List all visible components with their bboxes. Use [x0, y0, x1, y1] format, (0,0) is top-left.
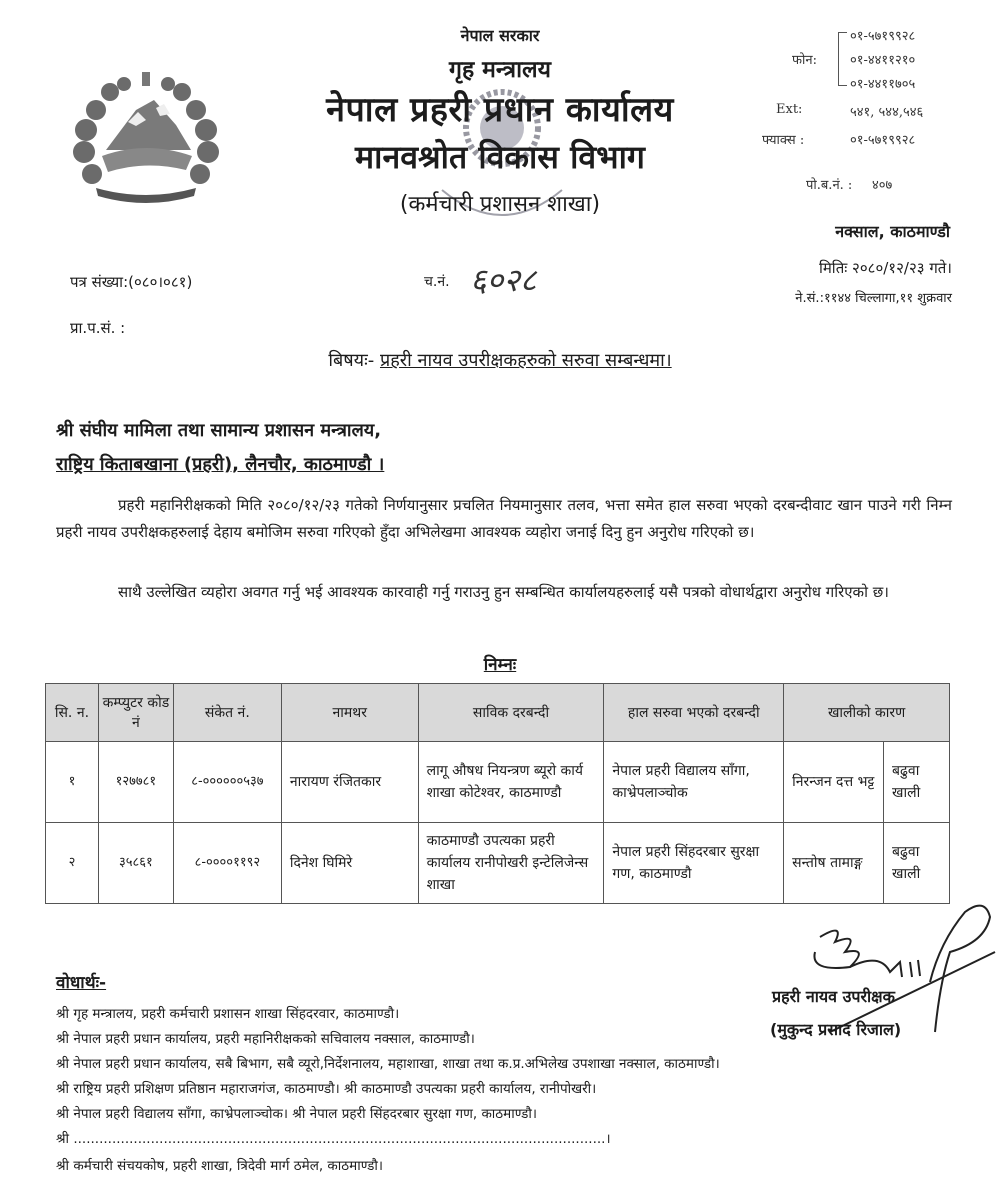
cc-line: श्री राष्ट्रिय प्रहरी प्रशिक्षण प्रतिष्ठान महाराजगंज, काठमाण्डौ। श्री काठमाण्डौ उपत्यका प्रहरी कार्यालय, रानीपोखरी।: [56, 1081, 597, 1097]
fax-value: ०१-५७१९९२८: [850, 133, 916, 148]
branch-name: (कर्मचारी प्रशासन शाखा): [399, 192, 601, 217]
subject-label: बिषयः-: [328, 350, 375, 371]
office-address: नक्साल, काठमाण्डौ: [835, 222, 950, 241]
cc-line: श्री नेपाल प्रहरी प्रधान कार्यालय, सबै बिभाग, सबै व्यूरो,निर्देशनालय, महाशाखा, शाखा तथा क.प्र.अभिलेख उपशाखा नक्साल, काठमाण्डौ।: [56, 1056, 720, 1072]
cell-name: नारायण रंजितकार: [281, 742, 418, 823]
table-header-row: [46, 684, 950, 742]
cell-computer-code: ३५८६१: [98, 823, 173, 904]
header-current-post: हाल सरुवा भएको दरबन्दी: [604, 684, 784, 742]
transfer-table: [45, 683, 950, 904]
cell-sn: १: [46, 742, 99, 823]
phone-3: ०१-४४११७०५: [850, 77, 916, 92]
cc-line: श्री गृह मन्त्रालय, प्रहरी कर्मचारी प्रशासन शाखा सिंहदरवार, काठमाण्डौ।: [56, 1006, 400, 1022]
header-sn: सि. न.: [46, 684, 99, 742]
cc-line: श्री नेपाल प्रहरी प्रधान कार्यालय, प्रहरी महानिरीक्षकको सचिवालय नक्साल, काठमाण्डौ।: [56, 1031, 475, 1047]
header-computer-code: कम्प्युटर कोड नं: [98, 684, 173, 742]
letter-number: पत्र संख्या:(०८०।०८१): [70, 273, 193, 291]
cc-title: वोधार्थः-: [56, 973, 107, 993]
cell-symbol-no: ८-००००००५३७: [173, 742, 281, 823]
cell-previous-post: लागू औषध नियन्त्रण ब्यूरो कार्य शाखा कोटेश्वर, काठमाण्डौ: [418, 742, 604, 823]
cc-line: श्री नेपाल प्रहरी विद्यालय साँगा, काभ्रेपलाञ्चोक। श्री नेपाल प्रहरी सिंहदरबार सुरक्षा गण, काठमाण्डौ।: [56, 1106, 537, 1122]
letter-date: मितिः २०८०/१२/२३ गते।: [818, 259, 952, 277]
body-paragraph-1: प्रहरी महानिरीक्षकको मिति २०८०/१२/२३ गतेको निर्णयानुसार प्रचलित नियमानुसार तलव, भत्ता समेत हाल सरुवा भएको दरबन्दीवाट खान पाउने गरी निम्न प्रहरी नायव उपरीक्षकहरुलाई देहाय बमोजिम सरुवा गरिएको हुँदा अभिलेखमा आवश्यक व्यहोरा जनाई दिनु हुन अनुरोध गरिएको छ।: [56, 496, 952, 541]
cell-vacated-by: निरन्जन दत्त भट्ट: [784, 742, 884, 823]
prapasa-label: प्रा.प.सं. :: [70, 319, 126, 337]
cell-current-post: नेपाल प्रहरी सिंहदरबार सुरक्षा गण, काठमाण्डौ: [604, 823, 784, 904]
fax-label: फ्याक्स :: [762, 133, 805, 148]
office-name: नेपाल प्रहरी प्रधान कार्यालय: [326, 90, 674, 130]
table-row: [46, 742, 950, 823]
table-title: निम्नः: [483, 655, 517, 675]
brace-divider: [838, 32, 847, 86]
addressee-line-2: राष्ट्रिय किताबखाना (प्रहरी), लैनचौर, काठमाण्डौ ।: [56, 454, 385, 475]
cell-previous-post: काठमाण्डौ उपत्यका प्रहरी कार्यालय रानीपोखरी इन्टेलिजेन्स शाखा: [418, 823, 604, 904]
signatory-name: (मुकुन्द प्रसाद रिजाल): [770, 1020, 902, 1039]
cell-sn: २: [46, 823, 99, 904]
cell-vacated-by: सन्तोष तामाङ्ग: [784, 823, 884, 904]
subject-line: [0, 348, 1000, 372]
dispatch-number-label: च.नं.: [424, 274, 450, 290]
header-symbol-no: संकेत नं.: [173, 684, 281, 742]
cc-line: श्री ............................................................................................................................।: [56, 1131, 611, 1147]
phone-1: ०१-५७१९९२८: [850, 29, 916, 44]
cell-computer-code: १२७७८१: [98, 742, 173, 823]
dispatch-number-value: ६०२८: [470, 261, 537, 299]
cell-current-post: नेपाल प्रहरी विद्यालय साँगा, काभ्रेपलाञ्चोक: [604, 742, 784, 823]
government-name: नेपाल सरकार: [460, 26, 540, 45]
cell-symbol-no: ८-००००११९२: [173, 823, 281, 904]
department-name: मानवश्रोत विकास विभाग: [355, 138, 645, 176]
ministry-name: गृह मन्त्रालय: [449, 57, 551, 83]
pobox-label: पो.ब.नं. :: [806, 178, 853, 193]
ext-value: ५४१, ५४४,५४६: [850, 105, 924, 120]
subject-text: प्रहरी नायव उपरीक्षकहरुको सरुवा सम्बन्धमा।: [379, 350, 672, 371]
nepal-sambat-date: ने.सं.:११४४ चिल्लागा,११ शुक्रवार: [795, 291, 952, 306]
header-name: नामथर: [281, 684, 418, 742]
cell-name: दिनेश घिमिरे: [281, 823, 418, 904]
addressee-line-1: श्री संघीय मामिला तथा सामान्य प्रशासन मन्त्रालय,: [56, 420, 382, 441]
pobox-value: ४०७: [872, 178, 893, 193]
body-paragraph-2: साथै उल्लेखित व्यहोरा अवगत गर्नु भई आवश्यक कारवाही गर्नु गराउनु हुन सम्बन्धित कार्यालयहरुलाई यसै पत्रको वोधार्थद्वारा अनुरोध गरिएको छ।: [118, 583, 889, 601]
signatory-title: प्रहरी नायव उपरीक्षक: [772, 987, 895, 1006]
ext-label: Ext:: [776, 102, 803, 117]
cell-reason: बढुवा खाली: [884, 742, 950, 823]
phone-label: फोन:: [792, 53, 817, 68]
cell-reason: बढुवा खाली: [884, 823, 950, 904]
cc-line: श्री कर्मचारी संचयकोष, प्रहरी शाखा, त्रिदेवी मार्ग ठमेल, काठमाण्डौ।: [56, 1158, 383, 1174]
header-vacancy-reason: खालीको कारण: [784, 684, 950, 742]
header-previous-post: साविक दरबन्दी: [418, 684, 604, 742]
phone-2: ०१-४४११२१०: [850, 53, 916, 68]
